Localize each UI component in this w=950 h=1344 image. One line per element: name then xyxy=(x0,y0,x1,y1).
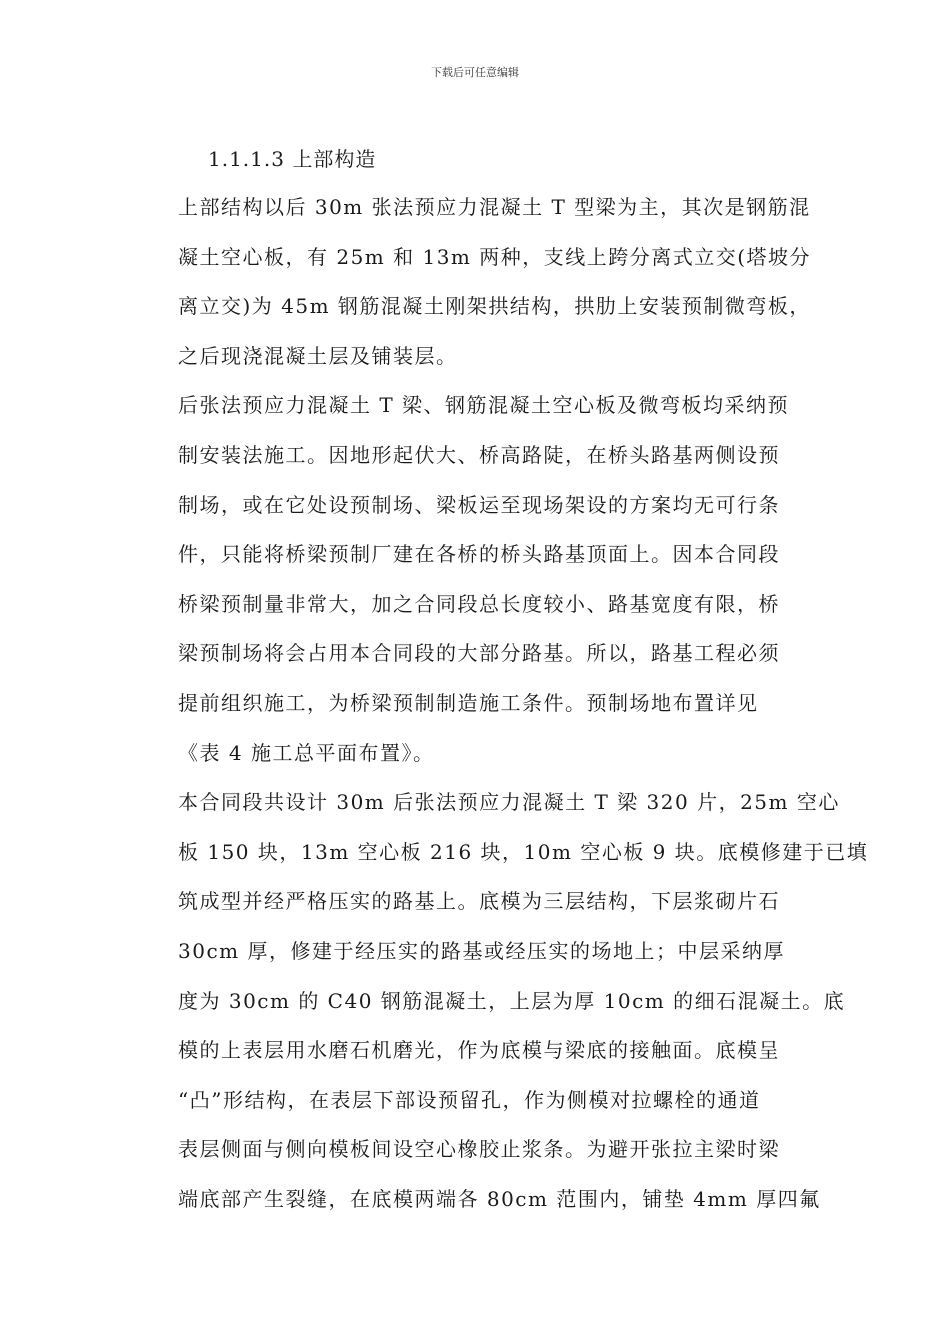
paragraph-line: 度为 30cm 的 C40 钢筋混凝土，上层为厚 10cm 的细石混凝土。底 xyxy=(178,988,846,1013)
paragraph-line: 凝土空心板，有 25m 和 13m 两种，支线上跨分离式立交(塔坡分 xyxy=(178,244,812,269)
paragraph-structure xyxy=(178,183,828,381)
paragraph-line: 30cm 厚，修建于经压实的路基或经压实的场地上；中层采纳厚 xyxy=(178,938,785,963)
paragraph-line: 件，只能将桥梁预制厂建在各桥的桥头路基顶面上。因本合同段 xyxy=(178,542,780,567)
paragraph-line: 上部结构以后 30m 张法预应力混凝土 T 型梁为主，其次是钢筋混 xyxy=(178,195,811,219)
paragraph-bottom-formwork xyxy=(178,778,869,1224)
page-header: 下载后可任意编辑 xyxy=(431,66,519,79)
document-body xyxy=(178,135,869,1224)
paragraph-line: “凸”形结构，在表层下部设预留孔，作为侧模对拉螺栓的通道 xyxy=(178,1087,761,1112)
paragraph-line: 筑成型并经严格压实的路基上。底模为三层结构，下层浆砌片石 xyxy=(178,889,780,914)
paragraph-line: 制场，或在它处设预制场、梁板运至现场架设的方案均无可行条 xyxy=(178,492,780,517)
paragraph-line: 模的上表层用水磨石机磨光，作为底模与梁底的接触面。底模呈 xyxy=(178,1038,780,1063)
paragraph-line: 后张法预应力混凝土 T 梁、钢筋混凝土空心板及微弯板均采纳预 xyxy=(178,393,790,418)
paragraph-line: 提前组织施工，为桥梁预制制造施工条件。预制场地布置详见 xyxy=(178,690,759,715)
paragraph-line: 桥梁预制量非常大，加之合同段总长度较小、路基宽度有限，桥 xyxy=(178,591,780,616)
paragraph-line: 板 150 块，13m 空心板 216 块，10m 空心板 9 块。底模修建于已填 xyxy=(178,839,869,864)
paragraph-line: 之后现浇混凝土层及铺装层。 xyxy=(178,343,458,368)
paragraph-line: 《表 4 施工总平面布置》。 xyxy=(178,740,435,765)
paragraph-line: 梁预制场将会占用本合同段的大部分路基。所以，路基工程必须 xyxy=(178,641,780,666)
section-heading: 1.1.1.3 上部构造 xyxy=(208,147,377,171)
paragraph-prefab-construction xyxy=(178,381,828,778)
paragraph-line: 表层侧面与侧向模板间设空心橡胶止浆条。为避开张拉主梁时梁 xyxy=(178,1137,780,1162)
paragraph-line: 本合同段共设计 30m 后张法预应力混凝土 T 梁 320 片，25m 空心 xyxy=(178,790,840,815)
paragraph-line: 端底部产生裂缝，在底模两端各 80cm 范围内，铺垫 4mm 厚四氟 xyxy=(178,1186,821,1211)
paragraph-line: 制安装法施工。因地形起伏大、桥高路陡，在桥头路基两侧设预 xyxy=(178,442,780,467)
paragraph-line: 离立交)为 45m 钢筋混凝土刚架拱结构，拱肋上安装预制微弯板， xyxy=(178,294,811,319)
